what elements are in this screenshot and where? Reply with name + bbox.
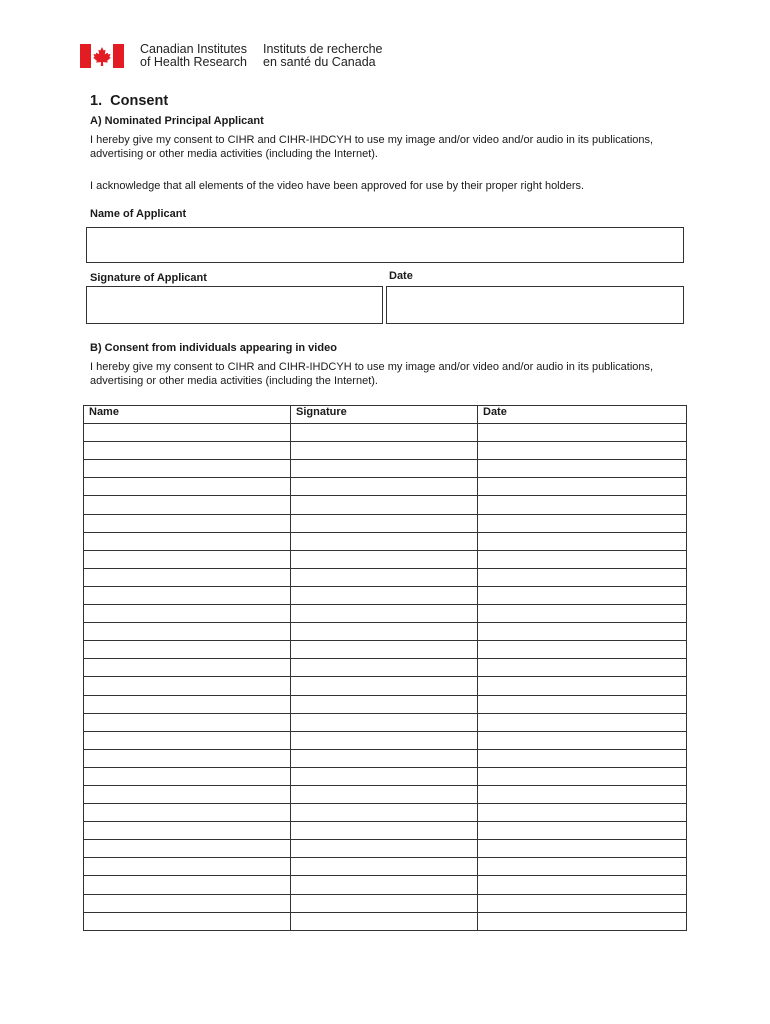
date-cell[interactable] (478, 659, 687, 677)
table-row (84, 442, 687, 460)
part-b-consent-text: I hereby give my consent to CIHR and CIHR-IHDCYH to use my image and/or video and/or audio in its publications, advertising or other media activities (including the Internet). (90, 361, 654, 387)
table-row (84, 623, 687, 641)
name-cell[interactable] (84, 605, 291, 623)
date-cell[interactable] (478, 641, 687, 659)
signature-cell[interactable] (291, 586, 478, 604)
date-cell[interactable] (478, 424, 687, 442)
table-row (84, 496, 687, 514)
date-cell[interactable] (478, 514, 687, 532)
column-header-name: Name (84, 406, 291, 424)
signature-cell[interactable] (291, 767, 478, 785)
table-row (84, 894, 687, 912)
signature-cell[interactable] (291, 876, 478, 894)
date-cell[interactable] (478, 695, 687, 713)
name-cell[interactable] (84, 876, 291, 894)
name-cell[interactable] (84, 550, 291, 568)
name-cell[interactable] (84, 858, 291, 876)
applicant-name-label: Name of Applicant (90, 208, 187, 220)
table-row (84, 822, 687, 840)
date-cell[interactable] (478, 767, 687, 785)
name-cell[interactable] (84, 460, 291, 478)
signature-cell[interactable] (291, 532, 478, 550)
signature-cell[interactable] (291, 731, 478, 749)
name-cell[interactable] (84, 749, 291, 767)
signature-cell[interactable] (291, 605, 478, 623)
signature-cell[interactable] (291, 822, 478, 840)
table-row (84, 478, 687, 496)
org-en-line1: Canadian Institutes (140, 42, 248, 56)
signature-cell[interactable] (291, 695, 478, 713)
org-name-english (140, 43, 247, 69)
table-row (84, 804, 687, 822)
signature-cell[interactable] (291, 623, 478, 641)
signature-cell[interactable] (291, 641, 478, 659)
table-row (84, 677, 687, 695)
part-a-consent-text: I hereby give my consent to CIHR and CIHR-IHDCYH to use my image and/or video and/or audio in its publications, advertising or other media activities (including the Internet). (90, 134, 654, 160)
date-cell[interactable] (478, 876, 687, 894)
applicant-signature-field[interactable] (86, 286, 383, 324)
table-row (84, 785, 687, 803)
name-cell[interactable] (84, 731, 291, 749)
name-cell[interactable] (84, 840, 291, 858)
table-row (84, 641, 687, 659)
table-row (84, 550, 687, 568)
signature-cell[interactable] (291, 785, 478, 803)
date-cell[interactable] (478, 550, 687, 568)
org-fr-line2: en santé du Canada (263, 55, 376, 69)
date-cell[interactable] (478, 822, 687, 840)
date-cell[interactable] (478, 442, 687, 460)
signature-cell[interactable] (291, 749, 478, 767)
name-cell[interactable] (84, 822, 291, 840)
column-header-date: Date (478, 406, 687, 424)
signature-cell[interactable] (291, 424, 478, 442)
date-cell[interactable] (478, 568, 687, 586)
name-cell[interactable] (84, 912, 291, 930)
table-header-row (84, 406, 687, 424)
applicant-date-field[interactable] (386, 286, 684, 324)
table-row (84, 876, 687, 894)
canada-flag-icon (80, 44, 124, 68)
table-row (84, 731, 687, 749)
signature-cell[interactable] (291, 912, 478, 930)
signature-cell[interactable] (291, 804, 478, 822)
applicant-signature-label: Signature of Applicant (90, 272, 207, 284)
signature-cell[interactable] (291, 442, 478, 460)
name-cell[interactable] (84, 695, 291, 713)
name-cell[interactable] (84, 496, 291, 514)
signature-cell[interactable] (291, 659, 478, 677)
date-cell[interactable] (478, 840, 687, 858)
name-cell[interactable] (84, 767, 291, 785)
table-row (84, 912, 687, 930)
name-cell[interactable] (84, 568, 291, 586)
date-cell[interactable] (478, 586, 687, 604)
name-cell[interactable] (84, 641, 291, 659)
date-cell[interactable] (478, 749, 687, 767)
name-cell[interactable] (84, 659, 291, 677)
name-cell[interactable] (84, 713, 291, 731)
part-b-heading: B) Consent from individuals appearing in video (90, 342, 337, 354)
part-a-heading: A) Nominated Principal Applicant (90, 115, 264, 127)
acknowledge-text: I acknowledge that all elements of the video have been approved for use by their proper right holders. (90, 180, 585, 192)
signature-cell[interactable] (291, 478, 478, 496)
table-row (84, 840, 687, 858)
name-cell[interactable] (84, 514, 291, 532)
date-cell[interactable] (478, 858, 687, 876)
column-header-signature: Signature (291, 406, 478, 424)
section-title: 1. Consent (90, 93, 169, 109)
date-cell[interactable] (478, 785, 687, 803)
table-row (84, 532, 687, 550)
table-row (84, 568, 687, 586)
date-cell[interactable] (478, 804, 687, 822)
signature-cell[interactable] (291, 514, 478, 532)
table-row (84, 713, 687, 731)
applicant-date-label: Date (389, 270, 413, 282)
table-row (84, 424, 687, 442)
name-cell[interactable] (84, 532, 291, 550)
date-cell[interactable] (478, 496, 687, 514)
org-name-french (263, 43, 383, 69)
table-row (84, 605, 687, 623)
name-cell[interactable] (84, 424, 291, 442)
org-en-line2: of Health Research (140, 55, 248, 69)
table-row (84, 460, 687, 478)
signature-cell[interactable] (291, 568, 478, 586)
signature-cell[interactable] (291, 677, 478, 695)
individuals-consent-table (83, 405, 687, 931)
date-cell[interactable] (478, 478, 687, 496)
name-cell[interactable] (84, 785, 291, 803)
date-cell[interactable] (478, 532, 687, 550)
org-fr-line1: Instituts de recherche (263, 42, 383, 56)
table-row (84, 659, 687, 677)
date-cell[interactable] (478, 460, 687, 478)
signature-cell[interactable] (291, 550, 478, 568)
date-cell[interactable] (478, 677, 687, 695)
table-row (84, 767, 687, 785)
signature-cell[interactable] (291, 460, 478, 478)
date-cell[interactable] (478, 894, 687, 912)
name-cell[interactable] (84, 442, 291, 460)
table-row (84, 514, 687, 532)
table-row (84, 858, 687, 876)
name-cell[interactable] (84, 804, 291, 822)
date-cell[interactable] (478, 912, 687, 930)
date-cell[interactable] (478, 605, 687, 623)
date-cell[interactable] (478, 731, 687, 749)
table-row (84, 695, 687, 713)
table-row (84, 749, 687, 767)
date-cell[interactable] (478, 713, 687, 731)
name-cell[interactable] (84, 478, 291, 496)
name-cell[interactable] (84, 623, 291, 641)
name-cell[interactable] (84, 677, 291, 695)
date-cell[interactable] (478, 623, 687, 641)
signature-cell[interactable] (291, 496, 478, 514)
signature-cell[interactable] (291, 894, 478, 912)
name-cell[interactable] (84, 586, 291, 604)
name-cell[interactable] (84, 894, 291, 912)
signature-cell[interactable] (291, 840, 478, 858)
table-row (84, 586, 687, 604)
applicant-name-field[interactable] (86, 227, 684, 263)
signature-cell[interactable] (291, 858, 478, 876)
signature-cell[interactable] (291, 713, 478, 731)
